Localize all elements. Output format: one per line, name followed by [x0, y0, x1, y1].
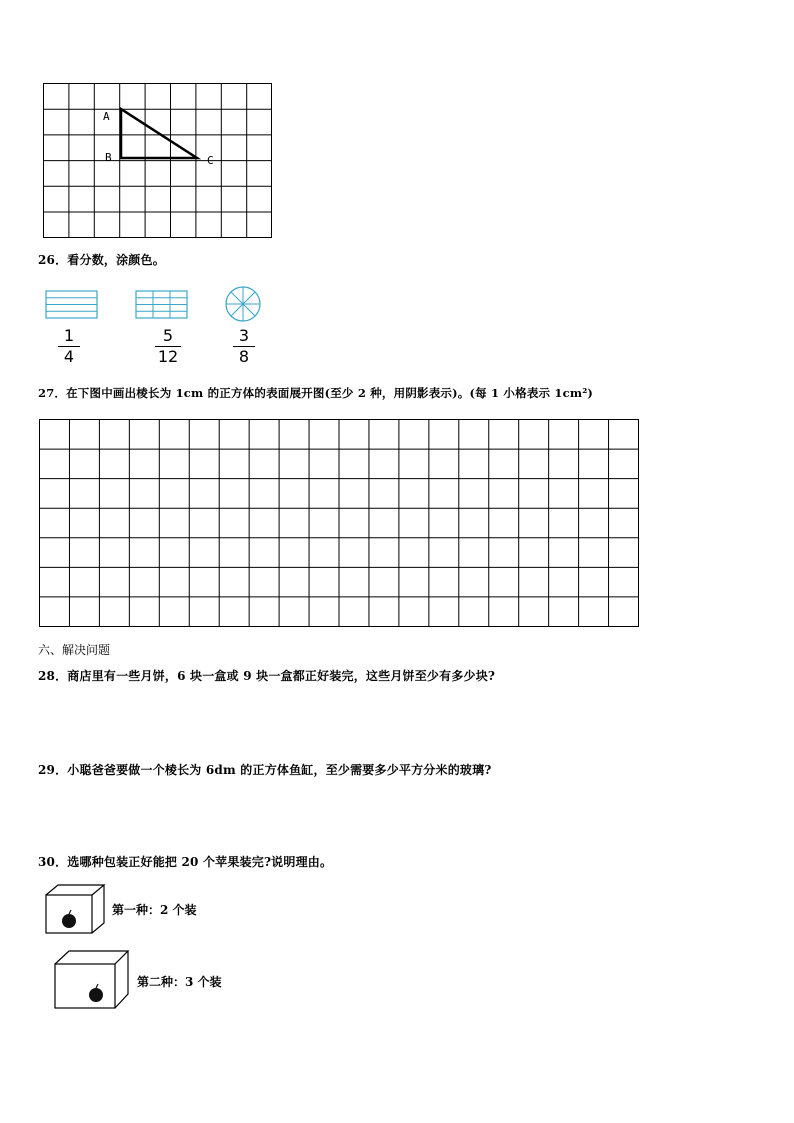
option-two-pack: 第一种：2 个装	[112, 903, 197, 917]
vertex-label-b: B	[105, 151, 112, 164]
fraction-one-quarter	[58, 327, 80, 366]
box-two-pack-illustration	[44, 883, 108, 937]
fraction-denominator: 8	[238, 347, 250, 366]
fraction-shape-quarters	[45, 290, 99, 320]
fraction-numerator: 3	[238, 326, 250, 345]
apple-icon	[62, 910, 76, 928]
fraction-shape-eighths	[224, 285, 262, 323]
box-three-pack-illustration	[52, 948, 132, 1012]
fraction-numerator: 1	[63, 326, 75, 345]
question-28: 28．商店里有一些月饼，6 块一盒或 9 块一盒都正好装完，这些月饼至少有多少块?	[38, 669, 496, 683]
question-27: 27．在下图中画出棱长为 1cm 的正方体的表面展开图(至少 2 种，用阴影表示)。(每 1 小格表示 1cm²)	[38, 386, 594, 400]
option-three-pack: 第二种：3 个装	[137, 975, 222, 989]
vertex-label-c: C	[207, 154, 214, 167]
question-26: 26．看分数，涂颜色。	[38, 253, 165, 267]
triangle-abc	[0, 0, 794, 260]
apple-icon	[89, 984, 103, 1002]
question-30: 30．选哪种包装正好能把 20 个苹果装完?说明理由。	[38, 855, 333, 869]
fraction-denominator: 12	[157, 347, 179, 366]
fraction-denominator: 4	[63, 347, 75, 366]
fraction-shape-twelfths	[135, 290, 189, 320]
question-29: 29．小聪爸爸要做一个棱长为 6dm 的正方体鱼缸，至少需要多少平方分米的玻璃?	[38, 763, 492, 777]
fraction-numerator: 5	[162, 326, 174, 345]
fraction-three-eighths	[233, 327, 255, 366]
fraction-five-twelfths	[155, 327, 181, 366]
section-title-solve-problems: 六、解决问题	[38, 643, 111, 657]
unfold-grid[interactable]	[39, 419, 640, 628]
vertex-label-a: A	[103, 110, 110, 123]
